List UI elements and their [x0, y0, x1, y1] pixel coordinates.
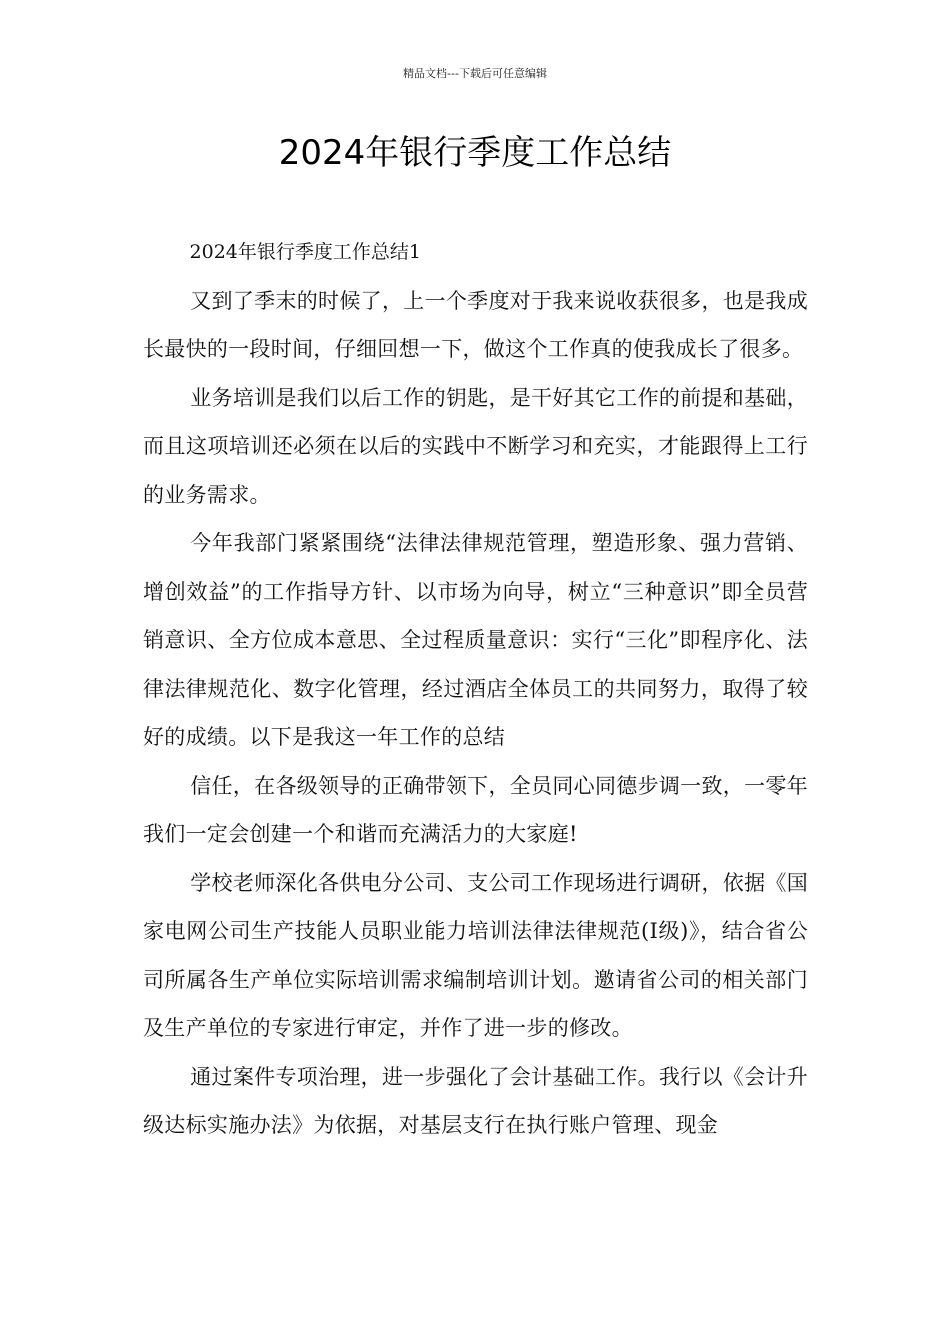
paragraph: 信任，在各级领导的正确带领下，全员同心同德步调一致，一零年我们一定会创建一个和谐而充满活力的大家庭!	[143, 773, 808, 846]
paragraph: 业务培训是我们以后工作的钥匙，是干好其它工作的前提和基础，而且这项培训还必须在以后的实践中不断学习和充实，才能跟得上工行的业务需求。	[143, 385, 808, 507]
document-body	[143, 228, 808, 1150]
paragraph: 又到了季末的时候了，上一个季度对于我来说收获很多，也是我成长最快的一段时间，仔细回想一下，做这个工作真的使我成长了很多。	[143, 288, 808, 361]
paragraph: 今年我部门紧紧围绕“法律法律规范管理，塑造形象、强力营销、增创效益”的工作指导方针、以市场为向导，树立“三种意识”即全员营销意识、全方位成本意思、全过程质量意识：实行“三化”即程序化、法律法律规范化、数字化管理，经过酒店全体员工的共同努力，取得了较好的成绩。以下是我这一年工作的总结	[143, 531, 808, 749]
document-subtitle: 2024年银行季度工作总结1	[189, 241, 421, 263]
document-title: 2024年银行季度工作总结	[278, 133, 672, 173]
paragraph: 学校老师深化各供电分公司、支公司工作现场进行调研，依据《国家电网公司生产技能人员职业能力培训法律法律规范(I级)》，结合省公司所属各生产单位实际培训需求编制培训计划。邀请省公司的相关部门及生产单位的专家进行审定，并作了进一步的修改。	[143, 870, 808, 1040]
page-header: 精品文档---下载后可任意编辑	[403, 67, 547, 80]
paragraph: 通过案件专项治理，进一步强化了会计基础工作。我行以《会计升级达标实施办法》为依据，对基层支行在执行账户管理、现金	[143, 1064, 808, 1137]
